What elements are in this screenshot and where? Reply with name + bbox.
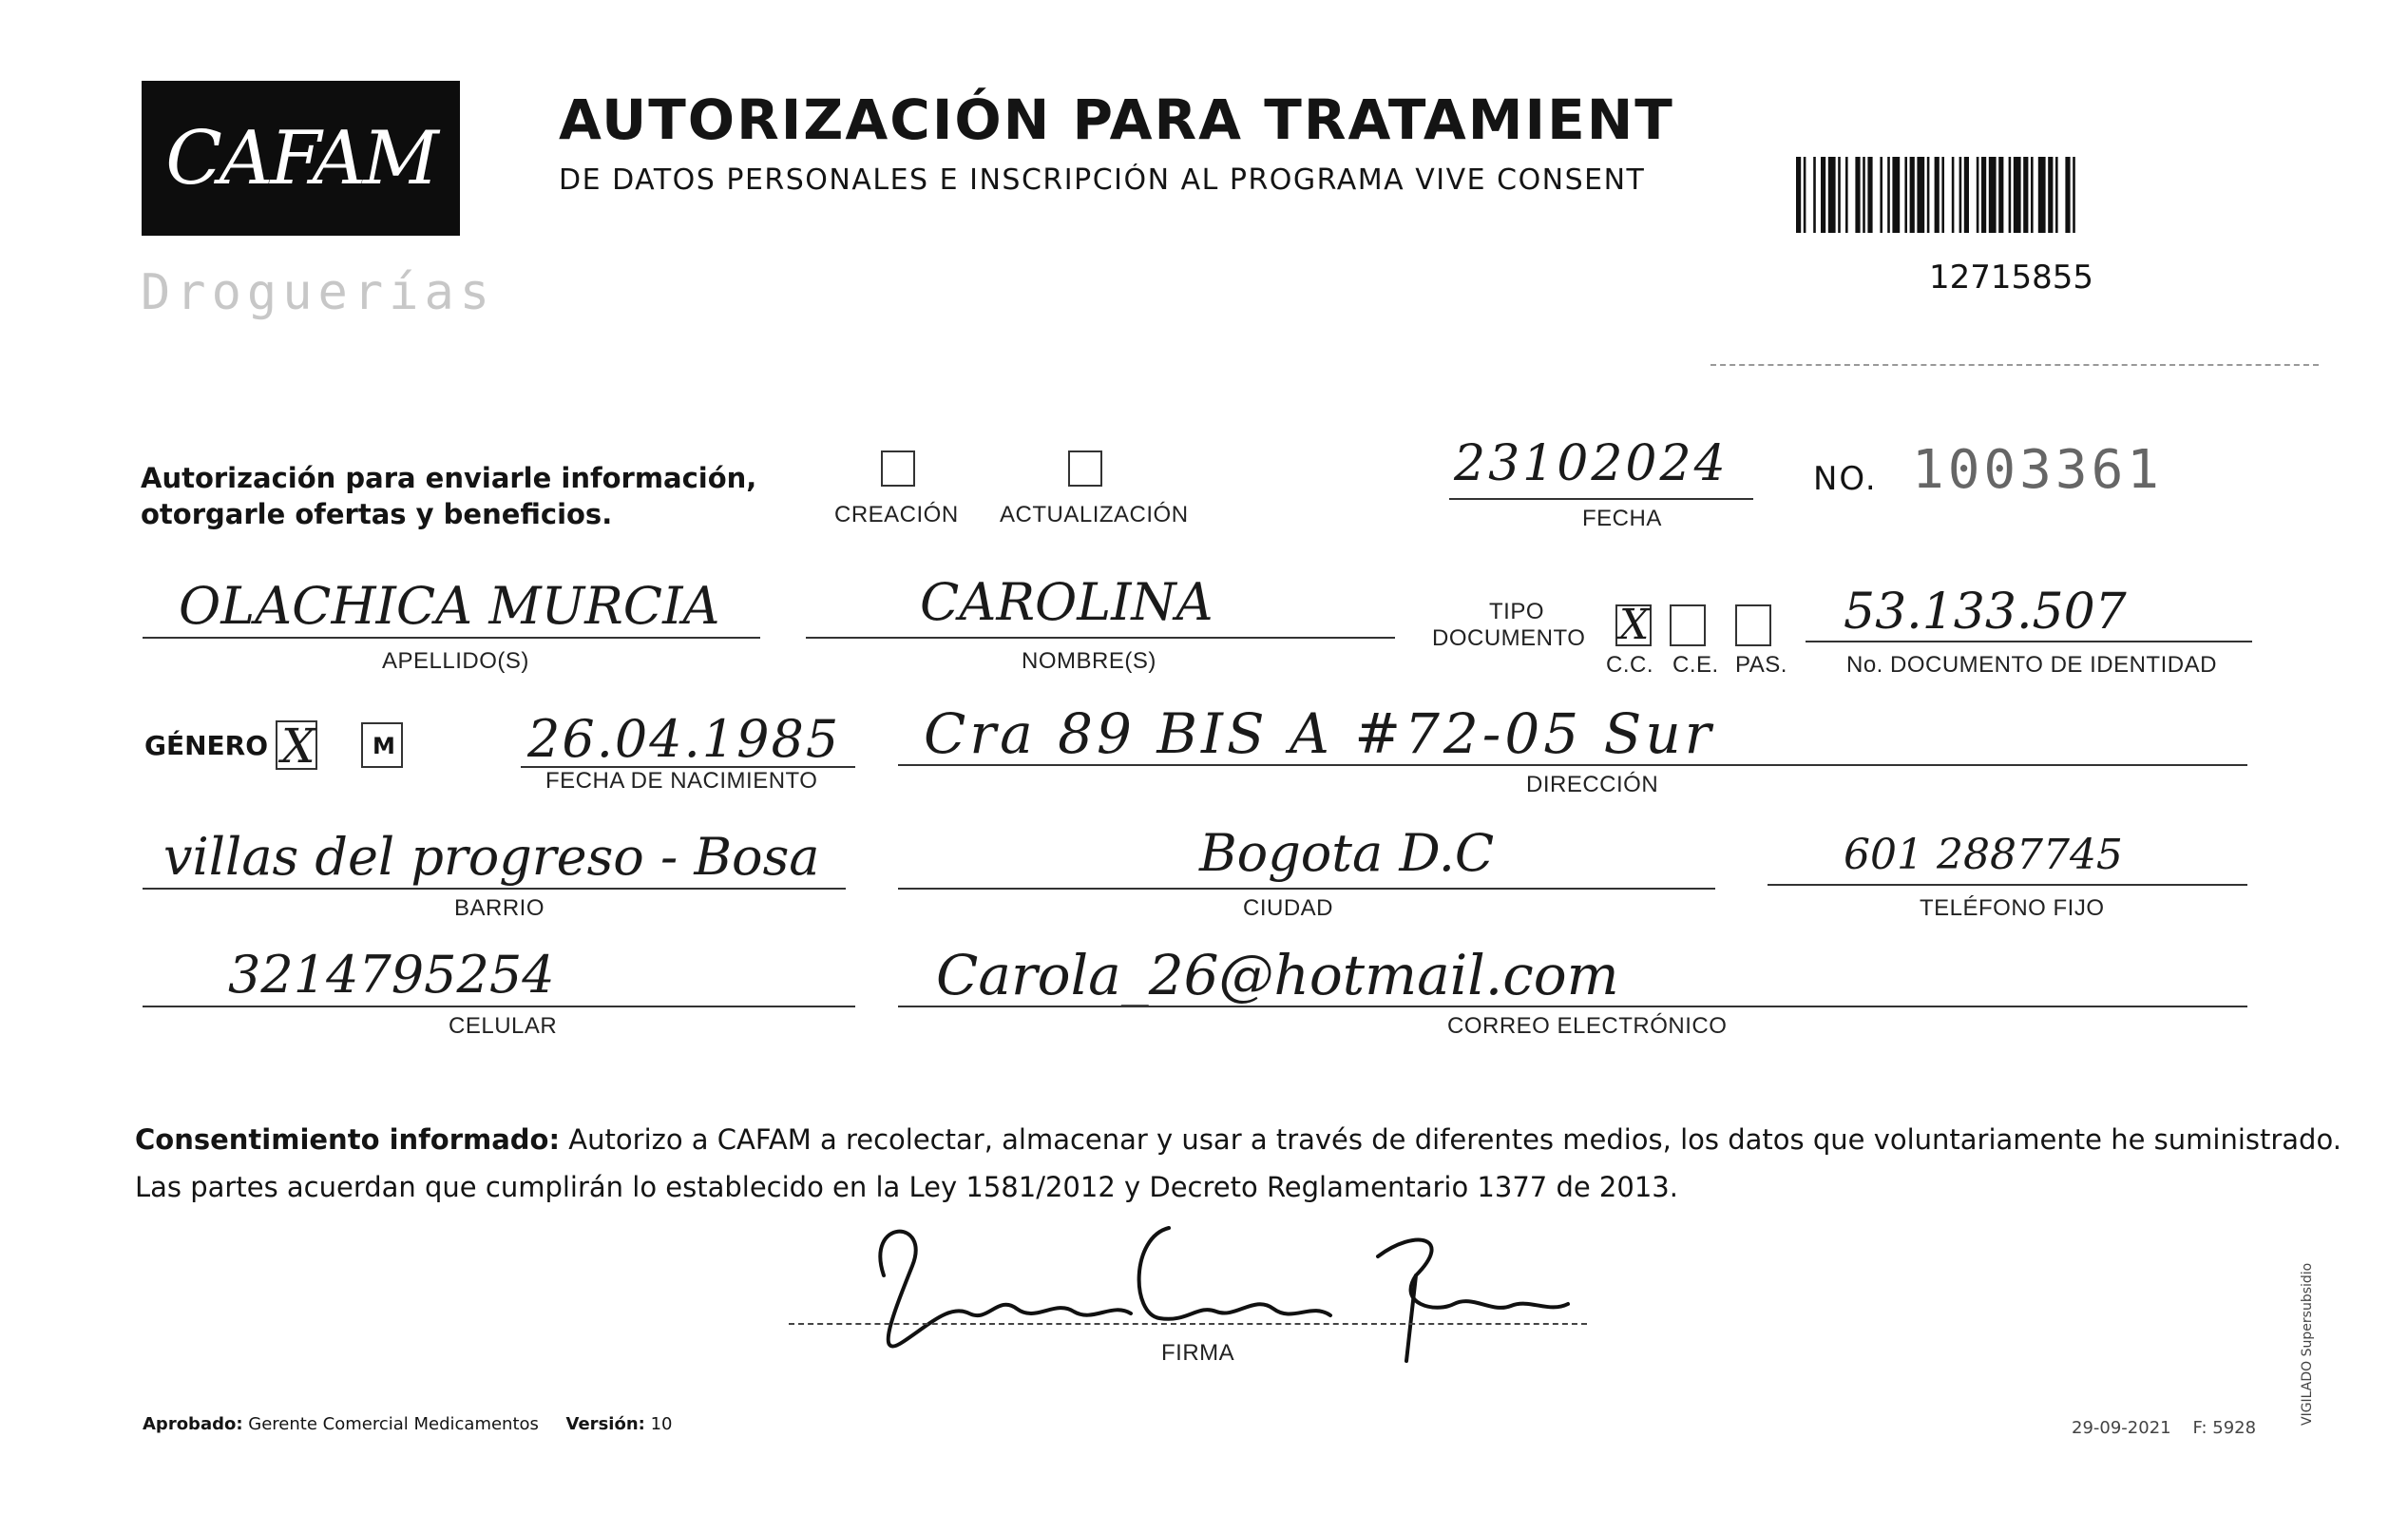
- barcode-bar: [2048, 157, 2053, 233]
- ciudad-line: [898, 888, 1715, 890]
- correo-label: CORREO ELECTRÓNICO: [1447, 1013, 1728, 1039]
- divider: [1710, 364, 2319, 366]
- apellidos-value: OLACHICA MURCIA: [179, 576, 720, 636]
- telefono-line: [1768, 884, 2247, 886]
- fecha-label: FECHA: [1582, 506, 1662, 531]
- celular-label: CELULAR: [449, 1013, 558, 1039]
- barcode-bar: [1796, 157, 1801, 233]
- barcode-bar: [1828, 157, 1836, 233]
- genero-f-checkbox[interactable]: [276, 719, 317, 774]
- barcode-bar: [1998, 157, 2003, 233]
- barcode-bar: [2065, 157, 2070, 233]
- barcode-bar: [2014, 157, 2021, 233]
- correo-value: Carola_26@hotmail.com: [936, 943, 1619, 1007]
- signature-line: [789, 1323, 1587, 1325]
- celular-value: 3214795254: [228, 945, 555, 1005]
- no-label: NO.: [1813, 460, 1878, 498]
- barcode-bar: [1910, 157, 1915, 233]
- genero-label: GÉNERO: [144, 730, 269, 761]
- form-subtitle: DE DATOS PERSONALES E INSCRIPCIÓN AL PROGRAMA VIVE CONSENT: [559, 163, 1646, 197]
- footer-code: F: 5928: [2192, 1418, 2257, 1438]
- authorization-line-1: Autorización para enviarle información,: [141, 462, 757, 494]
- tipo-label-2: DOCUMENTO: [1432, 625, 1586, 651]
- nacimiento-value: 26.04.1985: [527, 709, 841, 769]
- apellidos-label: APELLIDO(S): [382, 648, 529, 674]
- direccion-value: Cra 89 BIS A #72-05 Sur: [924, 701, 1715, 766]
- aprobado-label: Aprobado:: [143, 1414, 243, 1434]
- authorization-line-2: otorgarle ofertas y beneficios.: [141, 498, 613, 530]
- nombres-value: CAROLINA: [920, 572, 1214, 632]
- celular-line: [143, 1006, 855, 1007]
- documento-label: No. DOCUMENTO DE IDENTIDAD: [1846, 652, 2217, 678]
- direccion-label: DIRECCIÓN: [1526, 772, 1659, 797]
- footer-date: 29-09-2021: [2072, 1418, 2171, 1438]
- cc-label: C.C.: [1606, 652, 1653, 678]
- creacion-label: CREACIÓN: [834, 502, 959, 527]
- actualizacion-checkbox[interactable]: [1068, 450, 1102, 487]
- pas-label: PAS.: [1735, 652, 1787, 678]
- telefono-value: 601 2887745: [1844, 831, 2123, 879]
- form-title: AUTORIZACIÓN PARA TRATAMIENT: [559, 87, 1674, 152]
- ciudad-label: CIUDAD: [1243, 895, 1334, 921]
- consent-text-1: Autorizo a CAFAM a recolectar, almacenar y usar a través de diferentes medios, los datos que voluntariamente he suministrado.: [560, 1123, 2341, 1156]
- barcode-bar: [1821, 157, 1825, 233]
- telefono-label: TELÉFONO FIJO: [1920, 895, 2105, 921]
- barcode-bar: [1887, 157, 1890, 233]
- ce-checkbox[interactable]: [1670, 604, 1706, 646]
- barcode-bar: [1989, 157, 1997, 233]
- barcode-bar: [1804, 157, 1806, 233]
- genero-m-checkbox[interactable]: [361, 722, 403, 768]
- actualizacion-label: ACTUALIZACIÓN: [1000, 502, 1189, 527]
- barcode-bar: [1959, 157, 1962, 233]
- barcode-bar: [1927, 157, 1930, 233]
- nacimiento-label: FECHA DE NACIMIENTO: [545, 768, 818, 794]
- barcode-bar: [1845, 157, 1848, 233]
- genero-m-label: M: [373, 733, 395, 759]
- aprobado-value: Gerente Comercial Medicamentos: [248, 1414, 539, 1434]
- nombres-line: [806, 637, 1395, 639]
- correo-line: [898, 1006, 2247, 1007]
- barrio-line: [143, 888, 846, 890]
- barcode-bar: [2023, 157, 2028, 233]
- fecha-value: 23102024: [1454, 435, 1729, 492]
- nombres-label: NOMBRE(S): [1022, 648, 1156, 674]
- authorization-text: [141, 460, 768, 532]
- barcode-bar: [1863, 157, 1865, 233]
- barcode: [1796, 157, 2176, 233]
- barcode-number: 12715855: [1929, 259, 2094, 297]
- ciudad-value: Bogota D.C: [1199, 823, 1495, 883]
- version-label: Versión:: [565, 1414, 645, 1434]
- cafam-logo: [142, 81, 460, 236]
- tipo-label-1: TIPO: [1489, 599, 1545, 624]
- documento-value: 53.133.507: [1844, 584, 2127, 641]
- consent-line-1: [135, 1116, 2341, 1163]
- barcode-bar: [2009, 157, 2012, 233]
- vigilado-side-text: VIGILADO Supersubsidio: [2300, 1262, 2315, 1426]
- direccion-line: [898, 764, 2247, 766]
- pas-checkbox[interactable]: [1735, 604, 1771, 646]
- barcode-bar: [1855, 157, 1860, 233]
- barcode-bar: [1981, 157, 1986, 233]
- logo-text: CAFAM: [165, 115, 436, 201]
- barcode-bar: [2073, 157, 2075, 233]
- barcode-bar: [2038, 157, 2046, 233]
- footer-approval: [143, 1414, 672, 1434]
- barcode-bar: [1867, 157, 1872, 233]
- barcode-bar: [2055, 157, 2058, 233]
- barrio-value: villas del progreso - Bosa: [163, 827, 820, 887]
- genero-f-mark: X: [281, 719, 315, 774]
- barcode-bar: [1935, 157, 1940, 233]
- barrio-label: BARRIO: [454, 895, 545, 921]
- barcode-bar: [1917, 157, 1924, 233]
- consent-bold: Consentimiento informado:: [135, 1123, 561, 1156]
- ce-label: C.E.: [1672, 652, 1719, 678]
- consent-block: [135, 1116, 2341, 1211]
- barcode-bar: [1813, 157, 1816, 233]
- barcode-bar: [1880, 157, 1882, 233]
- barcode-bar: [1838, 157, 1841, 233]
- cc-checkbox[interactable]: [1615, 601, 1652, 649]
- no-value: 1003361: [1912, 439, 2164, 501]
- barcode-bar: [1964, 157, 1969, 233]
- barcode-bar: [1952, 157, 1955, 233]
- cc-mark: X: [1619, 601, 1650, 649]
- fecha-line: [1449, 498, 1753, 500]
- signature-label: FIRMA: [1161, 1340, 1235, 1366]
- logo-subtitle: Droguerías: [141, 264, 496, 321]
- version-value: 10: [650, 1414, 673, 1434]
- barcode-bar: [1892, 157, 1900, 233]
- documento-line: [1806, 641, 2252, 642]
- barcode-bar: [1977, 157, 1979, 233]
- footer-date-code: [2072, 1418, 2256, 1438]
- creacion-checkbox[interactable]: [881, 450, 915, 487]
- apellidos-line: [143, 637, 760, 639]
- barcode-bar: [1941, 157, 1944, 233]
- barcode-bar: [1904, 157, 1907, 233]
- barcode-bar: [2031, 157, 2034, 233]
- consent-line-2: Las partes acuerdan que cumplirán lo establecido en la Ley 1581/2012 y Decreto Reglamentario 1377 de 2013.: [135, 1171, 1678, 1203]
